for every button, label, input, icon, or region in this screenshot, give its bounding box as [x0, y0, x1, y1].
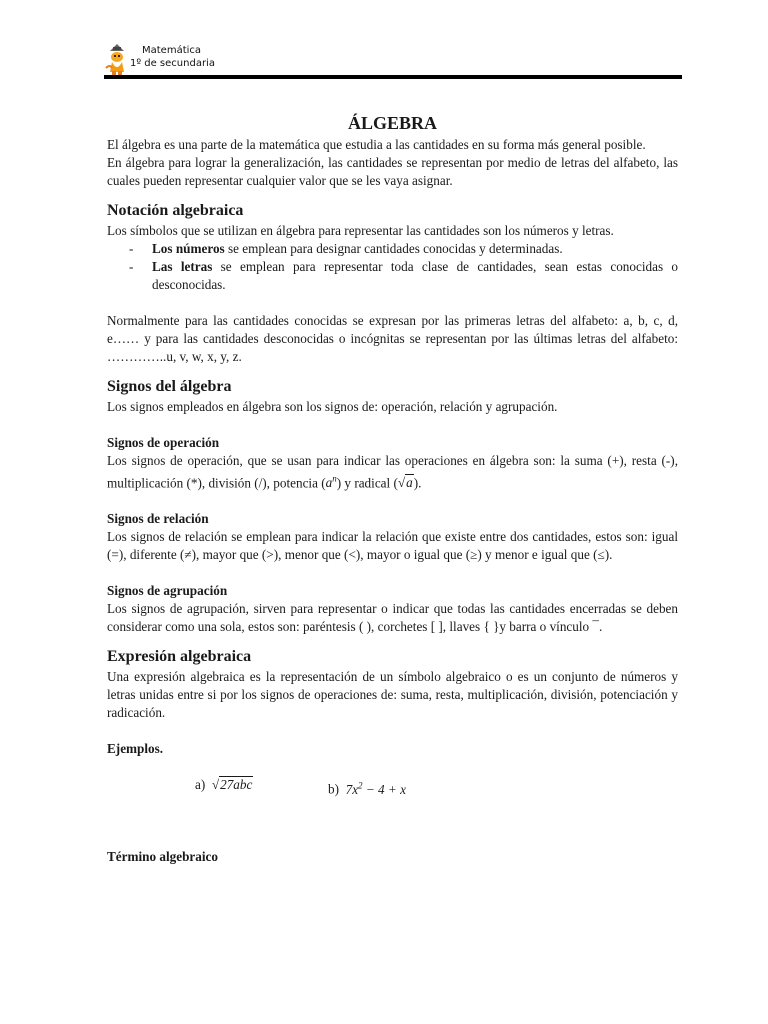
signos-paragraph: Los signos empleados en álgebra son los signos de: operación, relación y agrupación. — [107, 399, 558, 414]
section-heading-signos: Signos del álgebra — [107, 378, 232, 395]
power-expression — [326, 475, 337, 490]
section-heading-expresion: Expresión algebraica — [107, 648, 252, 666]
examples-label-text: Ejemplos. — [107, 741, 164, 757]
list-item-text: se emplean para representar toda clase de cantidades, sean estas conocidas o desconocidas. — [152, 259, 678, 292]
examples-row — [107, 776, 678, 798]
examples-label — [107, 740, 678, 758]
example-b-base: 7x — [345, 781, 359, 797]
subheading-operacion: Signos de operación — [107, 435, 220, 450]
document-body — [107, 112, 678, 866]
list-item — [107, 258, 678, 294]
example-b-exponent: 2 — [358, 780, 363, 791]
radical-sign: √ — [211, 777, 220, 793]
header-subject: Matemática — [142, 45, 202, 56]
relacion-paragraph: Los signos de relación se emplean para indicar la relación que existe entre dos cantidades, estos son: igual (=), diferente (≠), mayor que (>), menor que (<), mayor o igual que (≥) y menor e igual que (≤). — [107, 529, 678, 563]
example-b-label: b) — [328, 781, 339, 797]
intro-paragraph-1: El álgebra es una parte de la matemática que estudia a las cantidades en su forma más general posible. — [107, 137, 646, 152]
power-exponent: n — [332, 474, 337, 484]
example-b-expression — [346, 782, 406, 797]
radicand: a — [406, 475, 413, 491]
example-a-radical — [212, 776, 253, 794]
page-title: ÁLGEBRA — [347, 113, 437, 133]
example-a-label: a) — [195, 777, 206, 793]
example-b — [328, 776, 406, 798]
list-item-text: se emplean para designar cantidades conocidas y determinadas. — [224, 241, 563, 256]
list-dash: - — [129, 241, 134, 256]
list-item-bold: Las letras — [152, 259, 213, 274]
header-text — [130, 44, 215, 70]
intro-paragraph-2: En álgebra para lograr la generalización, las cantidades se representan por medio de letras del alfabeto, las cuales pueden representar cualquier valor que se les vaya asignar. — [107, 155, 678, 188]
subheading-termino: Término algebraico — [107, 849, 218, 865]
power-base: a — [325, 475, 333, 491]
list-item-bold: Los números — [152, 241, 225, 256]
example-a — [195, 776, 253, 794]
radical-sign: √ — [397, 475, 406, 491]
section-heading-notacion: Notación algebraica — [107, 202, 244, 219]
agrupacion-paragraph: Los signos de agrupación, sirven para representar o indicar que todas las cantidades encerradas se deben considerar como una sola, estos son: paréntesis ( ), corchetes [ ], llaves { }y barra o vínculo ¯. — [107, 601, 678, 635]
operacion-text: Los signos de operación, que se usan para indicar las operaciones en álgebra son: la suma (+), resta (-), multiplicación (*), división (/), potencia ( — [107, 453, 678, 491]
subheading-relacion: Signos de relación — [107, 511, 209, 527]
radicand: 27abc — [220, 777, 253, 793]
cartoon-mascot-logo-icon — [104, 42, 130, 76]
list-dash: - — [129, 259, 134, 274]
list-item — [107, 240, 678, 258]
page-header — [104, 42, 682, 78]
notacion-list — [107, 240, 678, 294]
operacion-text: ) y radical ( — [336, 475, 398, 491]
notacion-paragraph: Los símbolos que se utilizan en álgebra para representar las cantidades son los números y letras. — [107, 223, 614, 238]
expresion-paragraph: Una expresión algebraica es la representación de un símbolo algebraico o es un conjunto de números y letras unidas entre si por los signos de operaciones de: suma, resta, multiplicación, división, potenciación y radicación. — [107, 669, 678, 721]
subheading-agrupacion: Signos de agrupación — [107, 583, 228, 599]
header-rule — [104, 75, 682, 79]
header-grade: 1º de secundaria — [130, 58, 215, 69]
operacion-text: ). — [413, 475, 422, 491]
notacion-note-paragraph: Normalmente para las cantidades conocidas se expresan por las primeras letras del alfabeto: a, b, c, d, e…… y para las cantidades desconocidas o incógnitas se representan por las últimas letras del alfabeto: …………..u, v, w, x, y, z. — [107, 313, 678, 364]
example-b-rest: − 4 + x — [362, 781, 406, 797]
radical-expression — [398, 474, 414, 492]
operacion-paragraph — [107, 452, 678, 492]
